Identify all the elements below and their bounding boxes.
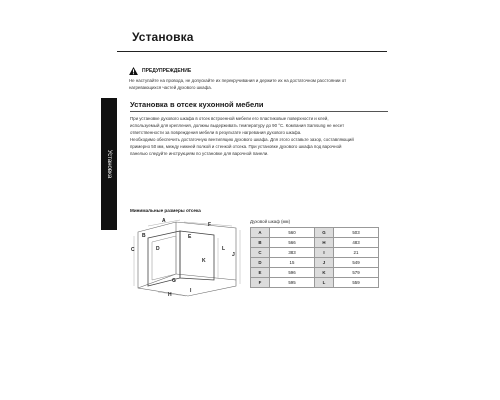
title-rule <box>117 51 387 52</box>
dim-key: I <box>315 248 334 258</box>
table-row <box>251 258 379 268</box>
table-row <box>251 248 379 258</box>
page-title: Установка <box>132 30 194 44</box>
warning-icon <box>129 67 138 75</box>
dim-value: 595 <box>270 278 315 288</box>
diagram-label: B <box>142 233 146 239</box>
warning-text <box>129 77 391 91</box>
diagram-label: H <box>168 292 172 298</box>
table-row <box>251 268 379 278</box>
dimensions-caption: Духовой шкаф (мм) <box>250 219 291 224</box>
paragraph-line: Необходимо обеспечить достаточную вентиляцию духового шкафа. Для этого оставьте зазор, составляющий <box>130 137 354 142</box>
dim-key: A <box>251 228 270 238</box>
section-title: Установка в отсек кухонной мебели <box>130 100 264 109</box>
dim-key: F <box>251 278 270 288</box>
dim-key: G <box>315 228 334 238</box>
diagram-label: K <box>202 258 206 264</box>
dim-value: 483 <box>334 238 379 248</box>
side-tab <box>101 98 117 230</box>
diagram-label: G <box>172 278 176 284</box>
dim-key: K <box>315 268 334 278</box>
diagram-caption: Минимальные размеры отсека <box>130 208 201 213</box>
diagram-label: C <box>131 247 135 253</box>
warning-header <box>129 67 191 75</box>
diagram-label: I <box>190 288 192 294</box>
side-tab-label: Установка <box>106 149 112 179</box>
diagram-label: F <box>208 222 212 228</box>
paragraph-line: используемый для крепления, должны выдерживать температуру до 90 °C. Компания Samsung не несет <box>130 123 345 128</box>
dim-key: J <box>315 258 334 268</box>
installation-diagram <box>128 216 246 298</box>
dim-key: D <box>251 258 270 268</box>
dim-key: L <box>315 278 334 288</box>
table-row <box>251 278 379 288</box>
warning-title: ПРЕДУПРЕЖДЕНИЕ <box>142 68 192 74</box>
dim-key: C <box>251 248 270 258</box>
diagram-label: L <box>222 246 226 252</box>
warning-line: нагревающихся частей духового шкафа. <box>129 85 212 90</box>
diagram-label: J <box>232 252 235 258</box>
diagram-label: D <box>156 246 160 252</box>
dim-value: 579 <box>334 268 379 278</box>
dimensions-table <box>250 227 379 288</box>
dim-value: 383 <box>270 248 315 258</box>
warning-line: Не наступайте на провода, не допускайте их перекручивания и держите их на достаточном расстоянии от <box>129 78 347 83</box>
dim-value: 549 <box>334 258 379 268</box>
paragraph-line: примерно 50 мм, между нижней полкой и стенкой отсека. При установке духового шкафа под варочной <box>130 144 342 149</box>
table-row <box>251 228 379 238</box>
paragraph-line: ответственности за повреждения мебели в результате нагревания духового шкафа. <box>130 130 302 135</box>
dim-value: 559 <box>334 278 379 288</box>
dim-value: 503 <box>334 228 379 238</box>
dim-value: 21 <box>334 248 379 258</box>
diagram-label: A <box>162 218 166 224</box>
section-paragraph <box>130 115 392 157</box>
section-rule <box>130 111 388 112</box>
dim-key: B <box>251 238 270 248</box>
paragraph-line: панелью следуйте инструкциям по установке для варочной панели. <box>130 151 269 156</box>
oven-side <box>180 231 214 280</box>
paragraph-line: При установке духового шкафа в отсек встроенной мебели его пластиковые поверхности и клей, <box>130 116 329 121</box>
dim-value: 560 <box>270 228 315 238</box>
table-row <box>251 238 379 248</box>
dim-value: 596 <box>270 268 315 278</box>
dim-value: 15 <box>270 258 315 268</box>
dim-key: H <box>315 238 334 248</box>
diagram-label: E <box>188 234 192 240</box>
dim-key: E <box>251 268 270 278</box>
dim-value: 566 <box>270 238 315 248</box>
